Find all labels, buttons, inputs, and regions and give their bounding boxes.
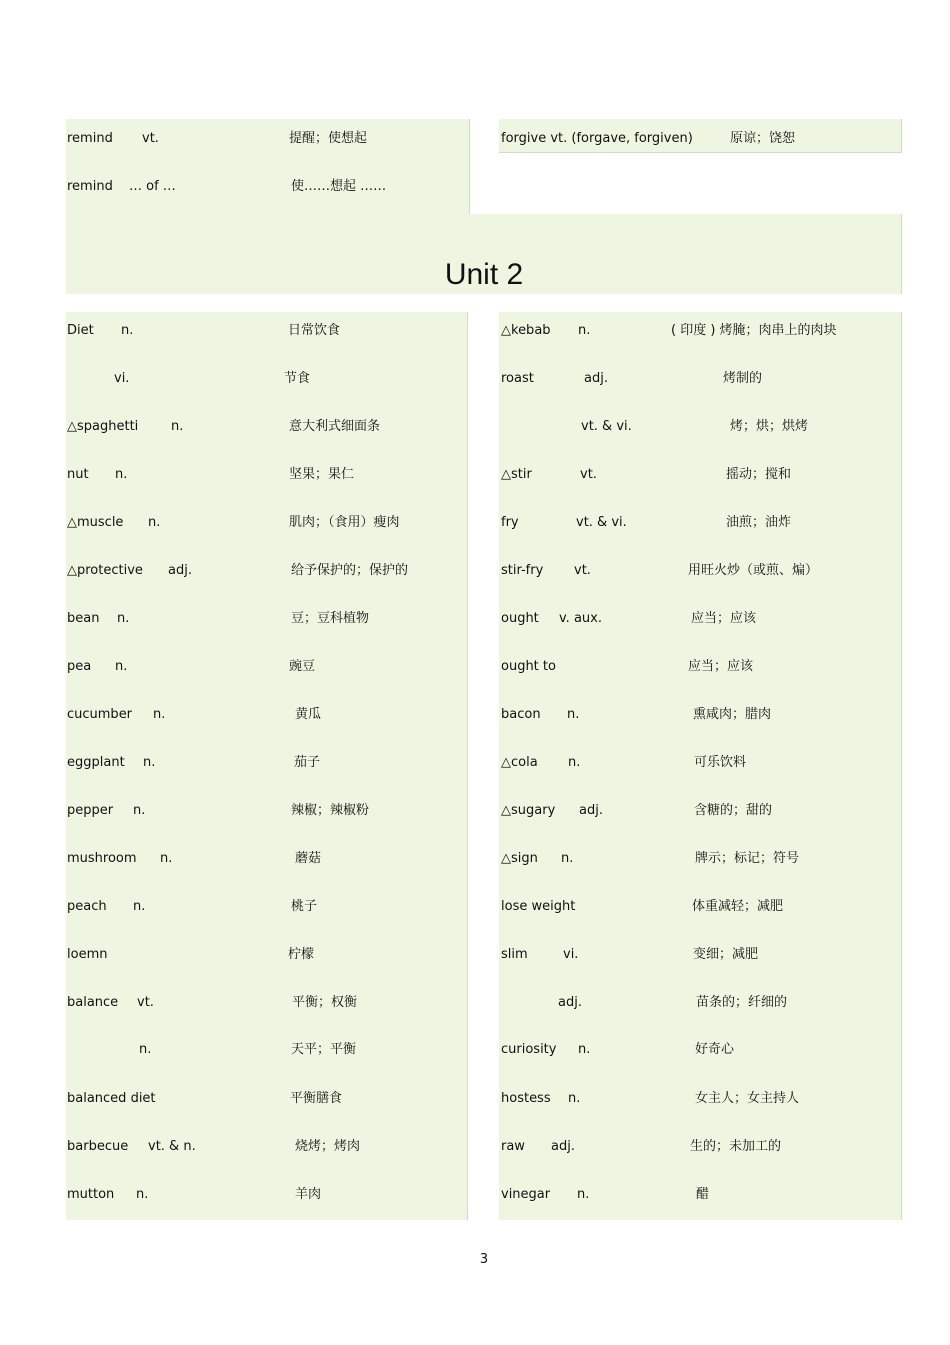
unit-title: Unit 2	[444, 258, 524, 291]
word: △muscle	[67, 515, 124, 530]
word: remind	[67, 131, 113, 146]
vocab-row	[67, 753, 467, 773]
vocab-row	[67, 417, 467, 437]
vocab-row	[501, 897, 899, 917]
part-of-speech: v. aux.	[559, 611, 602, 626]
vocab-row	[501, 705, 899, 725]
part-of-speech: n.	[148, 515, 161, 530]
word: mutton	[67, 1187, 115, 1202]
chinese-meaning: 蘑菇	[295, 851, 322, 866]
word: remind	[67, 179, 113, 194]
word: △sugary	[501, 803, 556, 818]
word: ought	[501, 611, 539, 626]
part-of-speech: n.	[115, 659, 128, 674]
vocab-row	[67, 369, 467, 389]
word: pea	[67, 659, 92, 674]
vocab-row	[67, 1040, 467, 1060]
chinese-meaning: 柠檬	[288, 947, 315, 962]
word: △protective	[67, 563, 143, 578]
chinese-meaning: 应当；应该	[691, 611, 757, 626]
chinese-meaning: 豌豆	[289, 659, 316, 674]
word: Diet	[67, 323, 94, 338]
word: bean	[67, 611, 100, 626]
part-of-speech: n.	[117, 611, 130, 626]
vocab-row	[501, 945, 899, 965]
chinese-meaning: ( 印度 ) 烤腌；肉串上的肉块	[671, 323, 837, 338]
part-of-speech: vt.	[137, 995, 154, 1010]
vocab-row	[501, 417, 899, 437]
part-of-speech: adj.	[558, 995, 582, 1010]
chinese-meaning: 熏咸肉；腊肉	[693, 707, 772, 722]
vocab-row	[67, 609, 467, 629]
chinese-meaning: 黄瓜	[295, 707, 322, 722]
chinese-meaning: 烤；烘；烘烤	[730, 419, 809, 434]
vocab-row	[501, 657, 899, 677]
word: barbecue	[67, 1139, 129, 1154]
vocab-row	[501, 753, 899, 773]
vocab-row	[501, 993, 899, 1013]
part-of-speech: n.	[133, 899, 146, 914]
chinese-meaning: 肌肉；（食用）瘦肉	[289, 515, 400, 530]
vocab-row	[501, 513, 899, 533]
vocab-row	[501, 1040, 899, 1060]
vocab-row	[501, 609, 899, 629]
part-of-speech: n.	[143, 755, 156, 770]
word: forgive vt. (forgave, forgiven)	[501, 131, 693, 146]
part-of-speech: vt.	[142, 131, 159, 146]
vocab-row	[67, 993, 467, 1013]
word: raw	[501, 1139, 525, 1154]
vocab-row	[67, 321, 467, 341]
chinese-meaning: 用旺火炒（或煎、煸）	[688, 563, 819, 578]
vocab-row	[67, 705, 467, 725]
part-of-speech: vi.	[563, 947, 579, 962]
chinese-meaning: 桃子	[291, 899, 318, 914]
word: ought to	[501, 659, 556, 674]
word: roast	[501, 371, 534, 386]
word: pepper	[67, 803, 114, 818]
part-of-speech: n.	[568, 1091, 581, 1106]
part-of-speech: vt. & vi.	[576, 515, 627, 530]
chinese-meaning: 油煎；油炸	[726, 515, 792, 530]
word: mushroom	[67, 851, 137, 866]
part-of-speech: n.	[561, 851, 574, 866]
part-of-speech: n.	[115, 467, 128, 482]
chinese-meaning: 好奇心	[695, 1042, 735, 1057]
chinese-meaning: 体重减轻；减肥	[692, 899, 784, 914]
chinese-meaning: 苗条的；纤细的	[696, 995, 788, 1010]
word: △stir	[501, 467, 532, 482]
part-of-speech: n.	[160, 851, 173, 866]
word: lose weight	[501, 899, 576, 914]
chinese-meaning: 摇动；搅和	[726, 467, 792, 482]
chinese-meaning: 羊肉	[295, 1187, 322, 1202]
part-of-speech: n.	[133, 803, 146, 818]
vocab-row	[501, 561, 899, 581]
part-of-speech: n.	[136, 1187, 149, 1202]
vocab-row	[67, 561, 467, 581]
part-of-speech: n.	[153, 707, 166, 722]
word: vinegar	[501, 1187, 551, 1202]
word: △cola	[501, 755, 538, 770]
chinese-meaning: 原谅；饶恕	[730, 131, 796, 146]
vocab-row	[501, 465, 899, 485]
chinese-meaning: 节食	[284, 371, 311, 386]
vocab-row	[67, 945, 467, 965]
part-of-speech: adj.	[551, 1139, 575, 1154]
part-of-speech: n.	[567, 707, 580, 722]
chinese-meaning: 提醒；使想起	[289, 131, 368, 146]
vocab-row	[67, 849, 467, 869]
page-number: 3	[479, 1252, 489, 1267]
vocab-row	[67, 1089, 467, 1109]
vocab-row	[67, 1137, 467, 1157]
vocab-row	[501, 801, 899, 821]
chinese-meaning: 含糖的；甜的	[694, 803, 773, 818]
word: hostess	[501, 1091, 551, 1106]
vocab-row	[501, 129, 901, 149]
part-of-speech: n.	[121, 323, 134, 338]
vocab-row	[501, 1089, 899, 1109]
chinese-meaning: 烧烤；烤肉	[295, 1139, 361, 1154]
chinese-meaning: 意大利式细面条	[289, 419, 381, 434]
chinese-meaning: 辣椒；辣椒粉	[291, 803, 370, 818]
vocab-row	[67, 1185, 467, 1205]
vocab-row	[501, 849, 899, 869]
word: loemn	[67, 947, 108, 962]
word: cucumber	[67, 707, 133, 722]
part-of-speech: n.	[578, 1042, 591, 1057]
word: peach	[67, 899, 107, 914]
chinese-meaning: 女主人；女主持人	[695, 1091, 800, 1106]
word: eggplant	[67, 755, 125, 770]
part-of-speech: vt. & n.	[148, 1139, 196, 1154]
chinese-meaning: 平衡膳食	[290, 1091, 343, 1106]
word: nut	[67, 467, 89, 482]
part-of-speech: adj.	[584, 371, 608, 386]
chinese-meaning: 应当；应该	[688, 659, 754, 674]
chinese-meaning: 坚果；果仁	[289, 467, 355, 482]
vocab-row	[67, 465, 467, 485]
part-of-speech: vt.	[580, 467, 597, 482]
part-of-speech: n.	[577, 1187, 590, 1202]
part-of-speech: adj.	[168, 563, 192, 578]
vocab-row	[501, 369, 899, 389]
vocab-row	[67, 657, 467, 677]
vocab-row	[501, 1137, 899, 1157]
word: △sign	[501, 851, 538, 866]
part-of-speech: vt. & vi.	[581, 419, 632, 434]
word: bacon	[501, 707, 541, 722]
vocab-row	[67, 177, 467, 197]
chinese-meaning: 变细；减肥	[693, 947, 759, 962]
word: curiosity	[501, 1042, 557, 1057]
word: △spaghetti	[67, 419, 139, 434]
word: △kebab	[501, 323, 551, 338]
chinese-meaning: 天平；平衡	[291, 1042, 357, 1057]
chinese-meaning: 豆；豆科植物	[291, 611, 370, 626]
vocab-row	[501, 321, 899, 341]
chinese-meaning: 烤制的	[723, 371, 763, 386]
part-of-speech: adj.	[579, 803, 603, 818]
vocab-row	[67, 129, 467, 149]
part-of-speech: n.	[171, 419, 184, 434]
part-of-speech: n.	[139, 1042, 152, 1057]
word: balanced diet	[67, 1091, 156, 1106]
vocab-row	[67, 801, 467, 821]
vocab-row	[67, 513, 467, 533]
chinese-meaning: 给予保护的；保护的	[291, 563, 409, 578]
word: slim	[501, 947, 528, 962]
part-of-speech: n.	[578, 323, 591, 338]
word: stir-fry	[501, 563, 544, 578]
chinese-meaning: 生的；未加工的	[690, 1139, 782, 1154]
chinese-meaning: 日常饮食	[288, 323, 341, 338]
word: fry	[501, 515, 519, 530]
word: balance	[67, 995, 119, 1010]
chinese-meaning: 平衡；权衡	[292, 995, 358, 1010]
chinese-meaning: 牌示；标记；符号	[695, 851, 800, 866]
chinese-meaning: 醋	[696, 1187, 710, 1202]
part-of-speech: n.	[568, 755, 581, 770]
chinese-meaning: 使……想起 ……	[291, 179, 387, 194]
vocab-row	[501, 1185, 899, 1205]
vocab-row	[67, 897, 467, 917]
chinese-meaning: 可乐饮料	[694, 755, 747, 770]
chinese-meaning: 茄子	[294, 755, 321, 770]
part-of-speech: … of …	[129, 179, 176, 194]
part-of-speech: vi.	[114, 371, 130, 386]
part-of-speech: vt.	[574, 563, 591, 578]
